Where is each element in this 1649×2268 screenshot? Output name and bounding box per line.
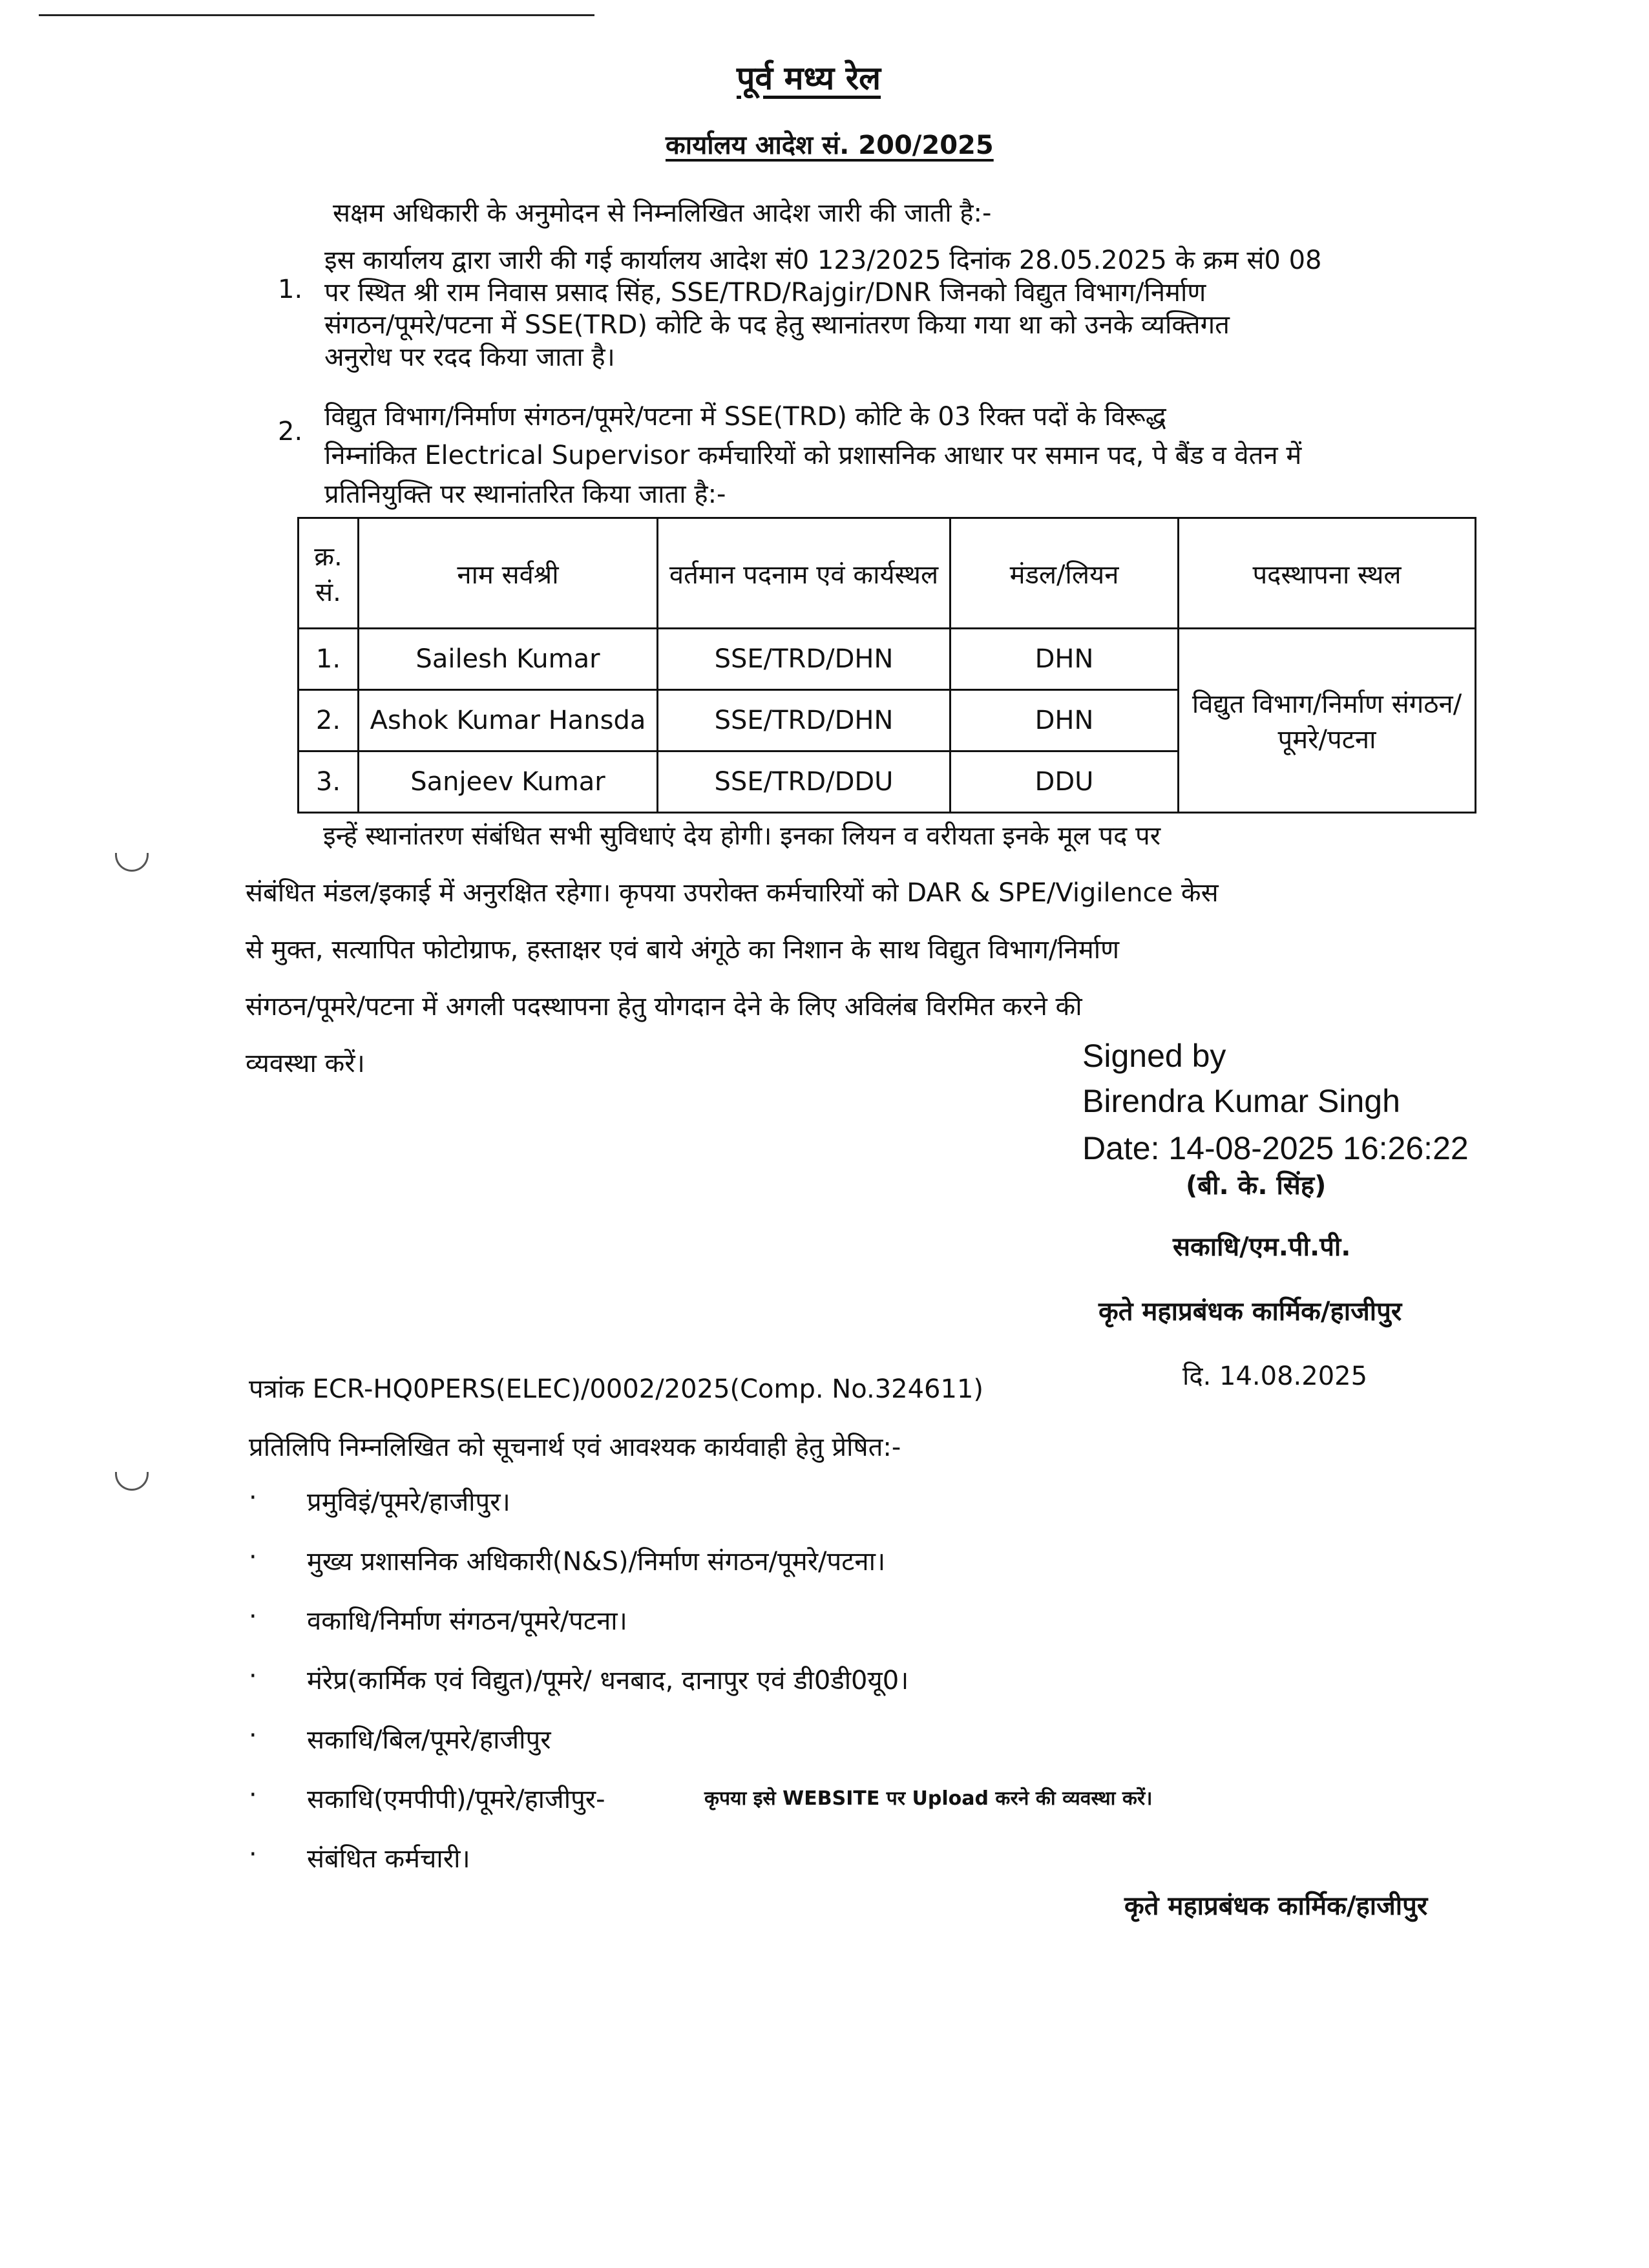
instructions-paragraph [246,808,1219,1092]
bullet: · [249,1840,257,1869]
bullet: · [249,1602,257,1632]
reference-number: पत्रांक ECR-HQ0PERS(ELEC)/0002/2025(Comp. No.324611) [249,1374,984,1404]
point-1-text [324,244,1321,373]
paragraph-line: व्यवस्था करें। [246,1049,365,1078]
signer-name: Birendra Kumar Singh [1082,1083,1400,1119]
cell-posting-place: विद्युत विभाग/निर्माण संगठन/पूमरे/पटना [1179,629,1476,813]
cell-serial: 3. [299,751,359,813]
office-order-number: कार्यालय आदेश सं. 200/2025 [666,131,994,160]
cell-name: Sanjeev Kumar [359,751,658,813]
copy-to-heading: प्रतिलिपि निम्नलिखित को सूचनार्थ एवं आवश्यक कार्यवाही हेतु प्रेषित:- [249,1433,901,1462]
point-line: इस कार्यालय द्वारा जारी की गई कार्यालय आदेश सं0 123/2025 दिनांक 28.05.2025 के क्रम सं0 08 [324,246,1322,275]
paragraph-line: संबंधित मंडल/इकाई में अनुरक्षित रहेगा। कृपया उपरोक्त कर्मचारियों को DAR & SPE/Vigilence केस [246,878,1219,908]
copy-to-recipient: प्रमुविइं/पूमरे/हाजीपुर। [307,1487,510,1517]
copy-to-recipient: मंरेप्र(कार्मिक एवं विद्युत)/पूमरे/ धनबाद, दानापुर एवं डी0डी0यू0। [307,1666,909,1696]
header-name: नाम सर्वश्री [359,518,658,629]
signer-initials: (बी. के. सिंह) [1186,1171,1327,1201]
punch-hole-mark [115,1472,149,1491]
copy-to-recipient: वकाधि/निर्माण संगठन/पूमरे/पटना। [307,1606,627,1636]
point-2-text [324,397,1301,514]
copy-to-recipient: मुख्य प्रशासनिक अधिकारी(N&S)/निर्माण संगठन/पूमरे/पटना। [307,1547,886,1577]
header-designation: वर्तमान पदनाम एवं कार्यस्थल [658,518,951,629]
paragraph-line: से मुक्त, सत्यापित फोटोग्राफ, हस्ताक्षर एवं बाये अंगूठे का निशान के साथ विद्युत विभाग/निर्माण [246,935,1120,965]
cell-name: Sailesh Kumar [359,629,658,690]
bullet: · [249,1780,257,1810]
cell-division: DHN [951,629,1179,690]
point-line: विद्युत विभाग/निर्माण संगठन/पूमरे/पटना में SSE(TRD) कोटि के 03 रिक्त पदों के विरूद्ध [324,402,1166,432]
table-row [299,629,1476,690]
cell-designation: SSE/TRD/DHN [658,629,951,690]
bullet: · [249,1483,257,1513]
header-division: मंडल/लियन [951,518,1179,629]
bullet: · [249,1661,257,1691]
cell-name: Ashok Kumar Hansda [359,690,658,751]
header-serial: क्र. सं. [299,518,359,629]
point-line: अनुरोध पर रदद किया जाता है। [324,342,615,372]
bullet: · [249,1721,257,1750]
reference-date: दि. 14.08.2025 [1182,1361,1368,1391]
cell-division: DDU [951,751,1179,813]
copy-to-recipient: सकाधि/बिल/पूमरे/हाजीपुर [307,1725,551,1755]
header-posting: पदस्थापना स्थल [1179,518,1476,629]
table-header-row [299,518,1476,629]
copy-to-recipient: सकाधि(एमपीपी)/पूमरे/हाजीपुर- [307,1785,605,1814]
point-number: 2. [278,417,303,446]
cell-designation: SSE/TRD/DHN [658,690,951,751]
point-number: 1. [278,275,303,304]
cell-serial: 1. [299,629,359,690]
cell-designation: SSE/TRD/DDU [658,751,951,813]
point-line: पर स्थित श्री राम निवास प्रसाद सिंह, SSE/TRD/Rajgir/DNR जिनको विद्युत विभाग/निर्माण [324,278,1206,308]
signature-date: Date: 14-08-2025 16:26:22 [1082,1130,1469,1166]
top-rule [39,14,594,16]
order-intro: सक्षम अधिकारी के अनुमोदन से निम्नलिखित आदेश जारी की जाती है:- [333,198,992,228]
signed-by-label: Signed by [1082,1038,1226,1074]
paragraph-line: संगठन/पूमरे/पटना में अगली पदस्थापना हेतु योगदान देने के लिए अविलंब विरमित करने की [246,992,1082,1022]
cell-serial: 2. [299,690,359,751]
website-upload-note: कृपया इसे WEBSITE पर Upload करने की व्यवस्था करें। [704,1787,1153,1810]
signer-designation: सकाधि/एम.पी.पी. [1173,1232,1351,1262]
cell-division: DHN [951,690,1179,751]
footer-authority: कृते महाप्रबंधक कार्मिक/हाजीपुर [1124,1891,1428,1921]
bullet: · [249,1542,257,1572]
point-line: संगठन/पूमरे/पटना में SSE(TRD) कोटि के पद हेतु स्थानांतरण किया गया था को उनके व्यक्तिगत [324,310,1230,340]
point-line: प्रतिनियुक्ति पर स्थानांतरित किया जाता है:- [324,479,726,509]
organization-title: पूर्व मध्य रेल [737,59,881,97]
copy-to-recipient: संबंधित कर्मचारी। [307,1844,470,1874]
punch-hole-mark [115,853,149,872]
paragraph-line: इन्हें स्थानांतरण संबंधित सभी सुविधाएं देय होगी। इनका लियन व वरीयता इनके मूल पद पर [323,821,1161,851]
point-line: निम्नांकित Electrical Supervisor कर्मचारियों को प्रशासनिक आधार पर समान पद, पे बैंड व वेतन में [324,441,1302,470]
staff-transfer-table [297,517,1476,814]
for-authority: कृते महाप्रबंधक कार्मिक/हाजीपुर [1098,1297,1402,1327]
